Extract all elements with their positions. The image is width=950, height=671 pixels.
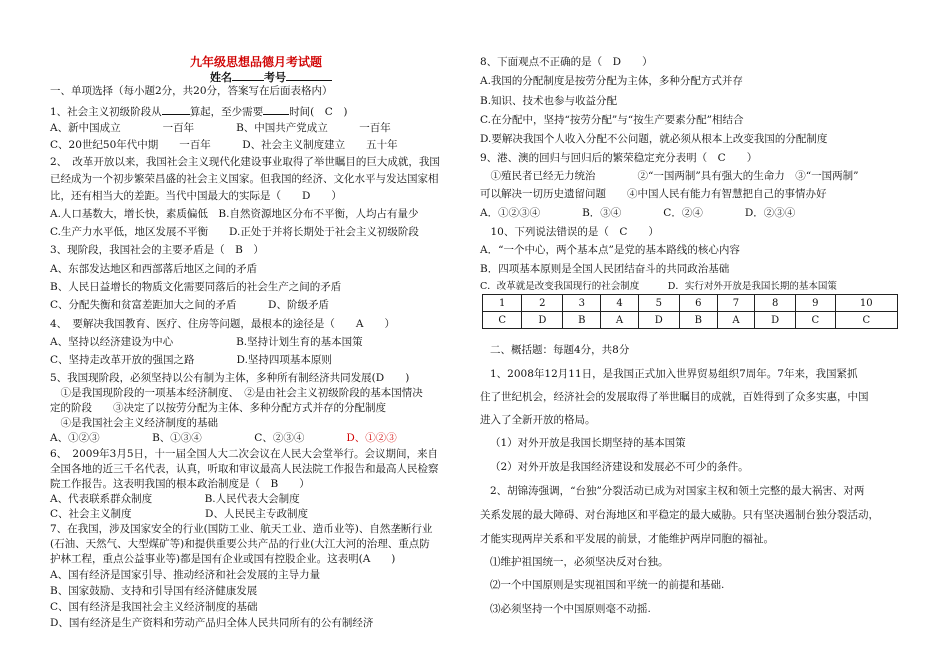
table-cell-answer[interactable]: A bbox=[601, 312, 638, 329]
s2-q2-answer2: ⑵一个中国原则是实现祖国和平统一的前提和基础. bbox=[490, 579, 725, 591]
table-cell-answer[interactable]: C bbox=[835, 312, 897, 329]
s2-q1-line3: 进入了全新开放的格局。 bbox=[480, 414, 596, 426]
q6-stem-line1: 6、 2009年3月5日，十一届全国人大二次会议在人民大会堂举行。会议期间，来自 bbox=[50, 448, 439, 460]
q10-option-a: A．“一个中心，两个基本点”是党的基本路线的核心内容 bbox=[480, 244, 740, 256]
q8-option-c: C.在分配中，坚持“按劳分配”与“按生产要素分配”相结合 bbox=[480, 114, 744, 126]
q4-options-cd: C、坚持走改革开放的强国之路 D.坚持四项基本原则 bbox=[50, 354, 332, 366]
q3-option-b: B、人民日益增长的物质文化需要同落后的社会生产之间的矛盾 bbox=[50, 281, 342, 293]
q7-option-b: B、国家鼓励、支持和引导国有经济健康发展 bbox=[50, 585, 258, 597]
table-cell-number: 4 bbox=[601, 295, 638, 312]
table-cell-answer[interactable]: D bbox=[755, 312, 796, 329]
table-cell-number: 1 bbox=[483, 295, 522, 312]
s2-q1-line2: 住了世纪机会，经济社会的发展取得了举世瞩目的成就，百姓得到了众多实惠，中国 bbox=[480, 391, 869, 403]
q10-options-cd: C．改革就是改变我国现行的社会制度 D．实行对外开放是我国长期的基本国策 bbox=[480, 281, 837, 292]
s2-q1-answer1: （1）对外开放是我国长期坚持的基本国策 bbox=[490, 437, 686, 449]
q8-stem: 8、下面观点不正确的是（ D ） bbox=[480, 56, 653, 68]
q5-stem-line1: 5、我国现阶段，必须坚持以公有制为主体，多种所有制经济共同发展(D ) bbox=[50, 372, 410, 384]
q7-option-d: D、国有经济是生产资料和劳动产品归全体人民共同所有的公有制经济 bbox=[50, 617, 374, 629]
q2-options-cd: C.生产力水平低，地区发展不平衡 D.正处于并将长期处于社会主义初级阶段 bbox=[50, 226, 419, 238]
table-cell-answer[interactable]: B bbox=[679, 312, 717, 329]
q7-option-a: A、国有经济是国家引导、推动经济和社会发展的主导力量 bbox=[50, 569, 321, 581]
table-cell-answer[interactable]: A bbox=[717, 312, 754, 329]
q2-stem-line1: 2、 改革开放以来，我国社会主义现代化建设事业取得了举世瞩目的巨大成就，我国 bbox=[50, 156, 440, 168]
q5-stem-line3: 定的阶段 ③决定了以按劳分配为主体、多种分配方式并存的分配制度 bbox=[50, 402, 386, 414]
q4-stem: 4、 要解决我国教育、医疗、住房等问题，最根本的途径是（ A ） bbox=[50, 318, 396, 330]
q8-option-a: A.我国的分配制度是按劳分配为主体，多种分配方式并存 bbox=[480, 75, 743, 87]
q2-stem-line3: 比，还有相当大的差距。当代中国最大的实际是（ D ） bbox=[50, 190, 342, 202]
table-cell-number: 7 bbox=[717, 295, 754, 312]
section1-heading: 一、单项选择（每小题2分，共20分，答案写在后面表格内） bbox=[50, 85, 333, 97]
section2-heading: 二、概括题：每题4分，共8分 bbox=[490, 344, 630, 356]
q4-options-ab: A、坚持以经济建设为中心 B.坚持计划生育的基本国策 bbox=[50, 336, 363, 348]
q5-stem-line4: ④是我国社会主义经济制度的基础 bbox=[50, 417, 218, 429]
table-cell-number: 8 bbox=[755, 295, 796, 312]
answer-table bbox=[482, 294, 898, 329]
q6-stem-line3: 院工作报告。这表明我国的根本政治制度是（ B ） bbox=[50, 478, 310, 490]
q6-options-cd: C、社会主义制度 D、人民民主专政制度 bbox=[50, 508, 308, 520]
id-blank[interactable] bbox=[286, 69, 332, 81]
q3-option-a: A、东部发达地区和西部落后地区之间的矛盾 bbox=[50, 263, 258, 275]
q1-answer: C bbox=[324, 106, 333, 118]
q1-stem: 1、社会主义初级阶段从 算起，至少需要 时间( C ) bbox=[50, 103, 347, 119]
table-cell-number: 10 bbox=[835, 295, 897, 312]
q5-stem-line2: ①是我国现阶段的一项基本经济制度、 ②是由社会主义初级阶段的基本国情决 bbox=[50, 387, 423, 399]
q9-stem: 9、港、澳的回归与回归后的繁荣稳定充分表明（ C ） bbox=[480, 152, 758, 164]
s2-q2-answer1: ⑴维护祖国统一，必须坚决反对台独。 bbox=[490, 556, 669, 568]
s2-q2-answer3: ⑶必须坚持一个中国原则毫不动摇. bbox=[490, 603, 651, 615]
q6-stem-line2: 全国各地的近三千名代表，认真，听取和审议最高人民法院工作报告和最高人民检察 bbox=[50, 463, 439, 475]
q2-options-ab: A.人口基数大，增长快，素质偏低 B.自然资源地区分布不平衡，人均占有量少 bbox=[50, 208, 419, 220]
table-cell-answer[interactable]: D bbox=[522, 312, 563, 329]
q9-statements-line1: ①殖民者已经无力统治 ②“一国两制”具有强大的生命力 ③“一国两制” bbox=[480, 170, 859, 182]
q7-stem-line2: (石油、天然气、大型煤矿等)和提供重要公共产品的行业(大江大河的治理、重点防 bbox=[50, 538, 430, 550]
table-cell-answer[interactable]: B bbox=[563, 312, 601, 329]
q7-stem-line1: 7、在我国，涉及国家安全的行业(国防工业、航天工业、造币业等)、自然垄断行业 bbox=[50, 523, 433, 535]
table-cell-number: 9 bbox=[796, 295, 835, 312]
id-label: 考号 bbox=[264, 71, 286, 84]
q5-options: A、①②③ B、①③④ C、②③④ D、①②③ bbox=[50, 432, 397, 444]
table-cell-answer[interactable]: D bbox=[638, 312, 679, 329]
q9-statements-line2: 可以解决一切历史遗留问题 ④中国人民有能力有智慧把自己的事情办好 bbox=[480, 188, 827, 200]
q7-stem-line3: 护林工程，重点公益事业等)都是国有企业或国有控股企业。这表明(A ) bbox=[50, 553, 396, 565]
table-cell-number: 2 bbox=[522, 295, 563, 312]
name-blank[interactable] bbox=[232, 69, 264, 81]
table-cell-answer[interactable]: C bbox=[483, 312, 522, 329]
q10-stem: 10、下列说法错误的是（ C ） bbox=[480, 226, 659, 238]
q7-option-c: C、国有经济是我国社会主义经济制度的基础 bbox=[50, 601, 258, 613]
answer-table-answer-row bbox=[483, 312, 898, 329]
q8-option-b: B.知识、技术也参与收益分配 bbox=[480, 95, 618, 107]
q9-options: A．①②③④ B．③④ C．②④ D．②③④ bbox=[480, 207, 796, 219]
s2-q1-answer2: （2）对外开放是我国经济建设和发展必不可少的条件。 bbox=[490, 461, 749, 473]
table-cell-number: 5 bbox=[638, 295, 679, 312]
answer-table-number-row bbox=[483, 295, 898, 312]
name-label: 姓名 bbox=[210, 71, 232, 84]
q1-options-cd: C、20世纪50年代中期 一百年 D、社会主义制度建立 五十年 bbox=[50, 139, 398, 151]
name-id-line bbox=[210, 69, 332, 85]
s2-q2-line3: 才能实现两岸关系和平发展的前景，才能维护两岸同胞的福祉。 bbox=[480, 533, 774, 545]
s2-q2-line2: 关系发展的最大障碍、对台海地区和平稳定的最大威胁。只有坚决遏制台独分裂活动， bbox=[480, 509, 879, 521]
q3-options-cd: C、分配失衡和贫富差距加大之间的矛盾 D、阶级矛盾 bbox=[50, 299, 329, 311]
table-cell-number: 3 bbox=[563, 295, 601, 312]
s2-q1-line1: 1、2008年12月11日，是我国正式加入世界贸易组织7周年。7年来，我国紧抓 bbox=[490, 368, 858, 380]
q1-options-ab: A、新中国成立 一百年 B、中国共产党成立 一百年 bbox=[50, 122, 391, 134]
q6-options-ab: A、代表联系群众制度 B.人民代表大会制度 bbox=[50, 493, 300, 505]
exam-title: 九年级思想品德月考试题 bbox=[190, 55, 323, 69]
s2-q2-line1: 2、胡锦涛强调，“台独”分裂活动已成为对国家主权和领土完整的最大祸害、对两 bbox=[490, 485, 865, 497]
q2-stem-line2: 已经成为一个初步繁荣昌盛的社会主义国家。但我国的经济、文化水平与发达国家相 bbox=[50, 173, 439, 185]
q8-option-d: D.要解决我国个人收入分配不公问题，就必须从根本上改变我国的分配制度 bbox=[480, 133, 828, 145]
table-cell-number: 6 bbox=[679, 295, 717, 312]
q3-stem: 3、现阶段，我国社会的主要矛盾是（ B ） bbox=[50, 244, 264, 256]
q5-option-d: D、①②③ bbox=[346, 432, 397, 444]
table-cell-answer[interactable]: C bbox=[796, 312, 835, 329]
q10-option-b: B．四项基本原则是全国人民团结奋斗的共同政治基础 bbox=[480, 263, 730, 275]
